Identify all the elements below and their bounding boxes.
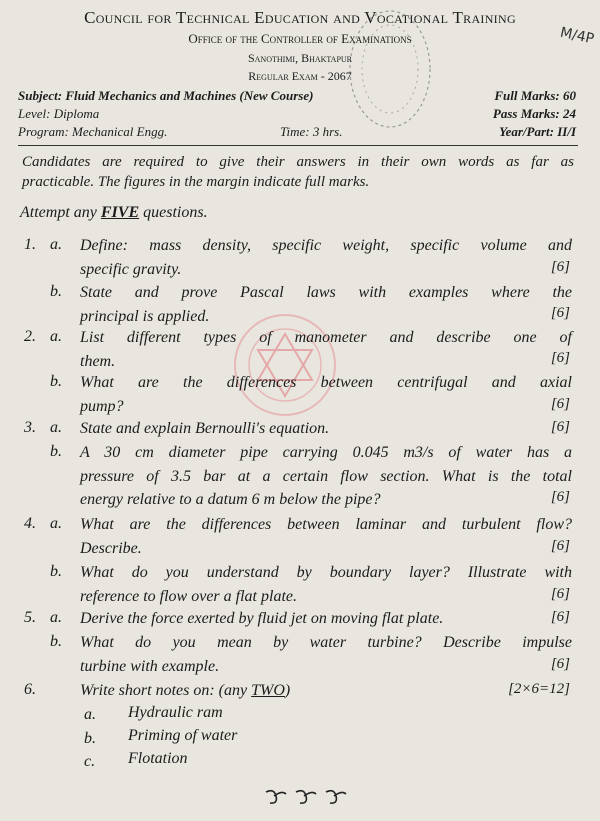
text-line: Describe. [80, 539, 142, 557]
header-divider [18, 145, 578, 146]
question-text [80, 561, 572, 608]
short-notes-prefix: Write short notes on: (any [80, 682, 252, 699]
question-text [80, 679, 572, 703]
option-label: b. [84, 730, 96, 747]
marks: [6] [550, 656, 570, 672]
option-text: Priming of water [128, 727, 238, 744]
handwritten-note: M/4P [558, 24, 596, 48]
text-line: List different types of manometer and describe one of [80, 329, 572, 346]
question-number: 1. [24, 236, 36, 253]
text-line: energy relative to a datum 6 m below the pipe? [80, 491, 381, 508]
program-line [18, 124, 167, 140]
subject-value: Fluid Mechanics and Machines (New Course) [65, 88, 314, 103]
program-label: Program: [18, 124, 69, 139]
text-line: What are the differences between centrifugal and axial [80, 374, 572, 391]
marks: [6] [550, 259, 570, 275]
option-label: a. [84, 706, 96, 723]
exam-name: Regular Exam - 2067 [248, 69, 352, 83]
text-line: them. [80, 352, 116, 370]
subject-label: Subject: [18, 88, 63, 103]
part-label: b. [50, 563, 62, 580]
question-text [80, 371, 572, 418]
text-line [80, 679, 572, 703]
question-text [80, 513, 572, 560]
part-label: a. [50, 328, 62, 345]
level-value: Diploma [53, 106, 100, 121]
text-line: pump? [80, 397, 124, 415]
marks: [6] [550, 305, 570, 321]
marks: [6] [550, 586, 570, 602]
attempt-suffix: questions. [139, 204, 208, 221]
time-allowed: Time: 3 hrs. [280, 124, 343, 139]
question-text [80, 417, 572, 441]
question-number: 2. [24, 328, 36, 345]
marks: [6] [550, 489, 570, 505]
text-line: State and prove Pascal laws with examples where the [80, 284, 572, 301]
pass-marks: Pass Marks: 24 [492, 106, 576, 121]
end-ornament [262, 786, 352, 808]
location: Sanothimi, Bhaktapur [247, 51, 353, 65]
text-line: turbine with example. [80, 657, 220, 675]
part-label: b. [50, 633, 62, 650]
marks: [6] [550, 609, 570, 625]
part-label: b. [50, 283, 62, 300]
marks: [6] [550, 538, 570, 554]
part-label: a. [50, 419, 62, 436]
marks: [6] [550, 350, 570, 366]
text-line: What are the differences between laminar and turbulent flow? [80, 516, 572, 533]
short-notes-suffix: ) [284, 682, 291, 699]
text-line: reference to flow over a flat plate. [80, 587, 297, 605]
attempt-instruction [20, 204, 208, 222]
question-text [80, 281, 572, 328]
year-part: Year/Part: II/I [499, 124, 576, 139]
question-text [80, 631, 572, 678]
short-notes-count: TWO [251, 682, 285, 699]
question-text [80, 326, 572, 373]
question-number: 6. [24, 681, 36, 698]
subject-line [18, 88, 313, 104]
question-text [80, 234, 572, 281]
attempt-count: FIVE [100, 204, 140, 221]
council-name: Council for Technical Education and Vocational Training [84, 8, 516, 27]
instructions-line-2: practicable. The figures in the margin indicate full marks. [22, 174, 370, 190]
question-number: 3. [24, 419, 36, 436]
instructions-line-1: Candidates are required to give their answers in their own words as far as [22, 154, 574, 170]
text-line: A 30 cm diameter pipe carrying 0.045 m3/s of water has a [80, 444, 572, 461]
option-text: Flotation [128, 750, 188, 767]
office-name: Office of the Controller of Examinations [188, 31, 412, 46]
full-marks: Full Marks: 60 [494, 88, 576, 103]
text-line: specific gravity. [80, 260, 182, 278]
attempt-prefix: Attempt any [20, 204, 101, 221]
question-number: 5. [24, 609, 36, 626]
text-line: pressure of 3.5 bar at a certain flow section. What is the total [80, 467, 572, 485]
level-label: Level: [18, 106, 51, 121]
marks: [6] [550, 419, 570, 435]
marks: [6] [550, 396, 570, 412]
part-label: b. [50, 443, 62, 460]
program-value: Mechanical Engg. [72, 124, 168, 139]
option-text: Hydraulic ram [128, 704, 223, 721]
text-line: Define: mass density, specific weight, specific volume and [80, 237, 572, 254]
part-label: a. [50, 236, 62, 253]
instructions [22, 152, 574, 192]
level-line [18, 106, 99, 122]
question-number: 4. [24, 515, 36, 532]
part-label: a. [50, 515, 62, 532]
option-label: c. [84, 753, 96, 770]
marks: [2×6=12] [508, 681, 570, 697]
text-line: What do you understand by boundary layer? Illustrate with [80, 564, 572, 581]
text-line: What do you mean by water turbine? Describe impulse [80, 634, 572, 651]
question-text [80, 441, 572, 512]
text-line: principal is applied. [80, 307, 210, 325]
text-line: State and explain Bernoulli's equation. [80, 420, 330, 437]
question-text [80, 607, 572, 631]
part-label: b. [50, 373, 62, 390]
text-line: Derive the force exerted by fluid jet on moving flat plate. [80, 610, 444, 627]
part-label: a. [50, 609, 62, 626]
